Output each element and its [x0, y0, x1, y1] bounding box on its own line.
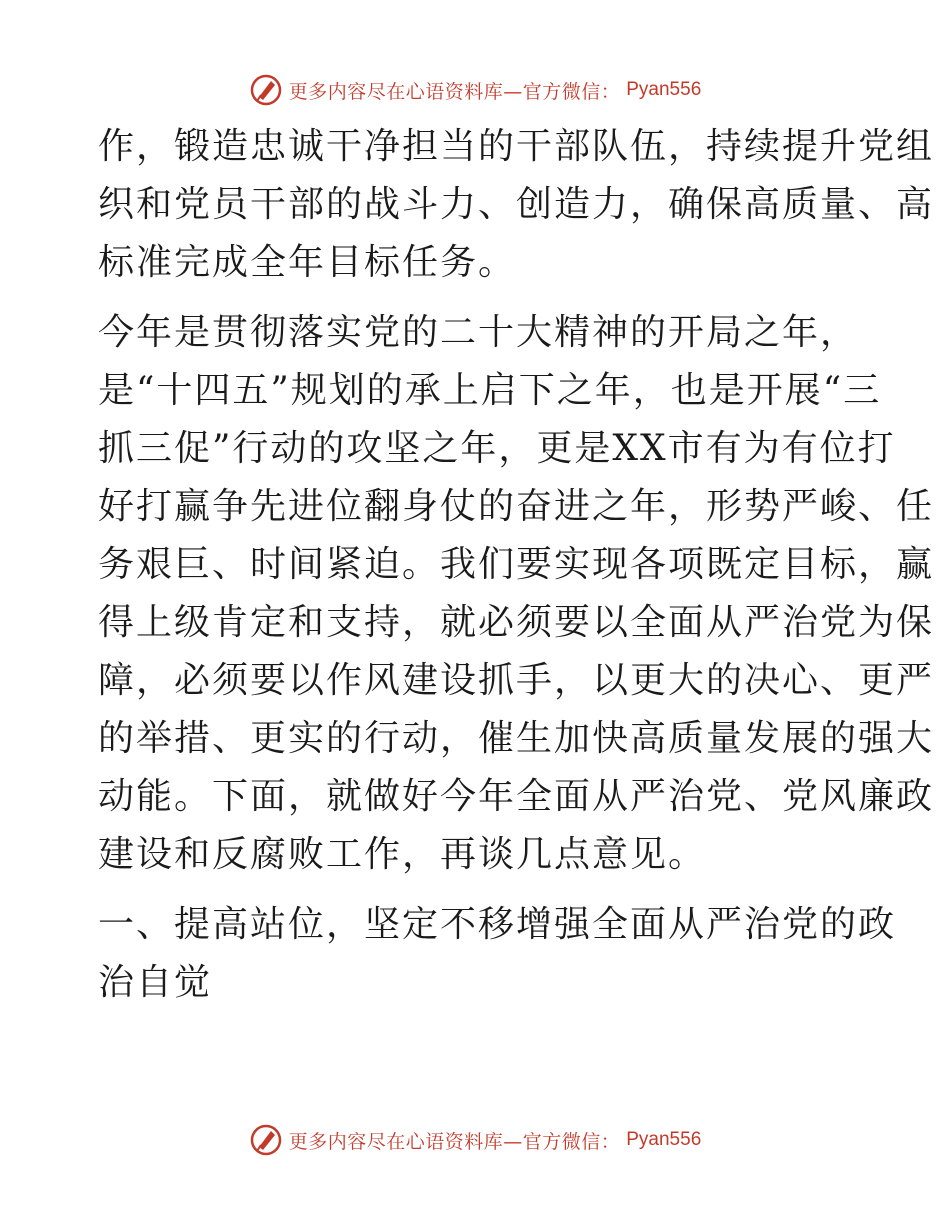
text-line: 织和党员干部的战斗力、创造力，确保高质量、高 [98, 184, 935, 225]
document-body [98, 118, 935, 1012]
text-line: 作，锻造忠诚干净担当的干部队伍，持续提升党组 [98, 126, 935, 167]
text-line: 今年是贯彻落实党的二十大精神的开局之年， [98, 312, 859, 353]
heading-line: 一、提高站位，坚定不移增强全面从严治党的政 [98, 904, 897, 945]
text-line: 标准完成全年目标任务。 [98, 242, 517, 283]
text-line: 动能。下面，就做好今年全面从严治党、党风廉政 [98, 776, 935, 817]
banner-text: 更多内容尽在心语资料库—官方微信： [288, 1130, 621, 1153]
text-line: 务艰巨、时间紧迫。我们要实现各项既定目标，赢 [98, 544, 935, 585]
heading-line: 治自觉 [98, 962, 213, 1003]
text-line: 好打赢争先进位翻身仗的奋进之年，形势严峻、任 [98, 486, 935, 527]
footer-watermark-banner [0, 1120, 950, 1160]
text-line: 得上级肯定和支持，就必须要以全面从严治党为保 [98, 602, 935, 643]
banner-text: 更多内容尽在心语资料库—官方微信： [288, 80, 621, 103]
text-line: 抓三促”行动的攻坚之年，更是XX市有为有位打 [98, 428, 896, 469]
paragraph [98, 304, 935, 884]
text-line: 障，必须要以作风建设抓手，以更大的决心、更严 [98, 660, 935, 701]
paragraph [98, 118, 935, 292]
logo-icon [249, 73, 283, 107]
wechat-id: Pyan556 [626, 1129, 702, 1150]
header-watermark-banner [0, 70, 950, 110]
text-line: 是“十四五”规划的承上启下之年，也是开展“三 [98, 370, 882, 411]
section-heading [98, 896, 897, 1012]
wechat-id: Pyan556 [626, 79, 702, 100]
logo-icon [249, 1123, 283, 1157]
text-line: 的举措、更实的行动，催生加快高质量发展的强大 [98, 718, 935, 759]
text-line: 建设和反腐败工作，再谈几点意见。 [98, 834, 707, 875]
